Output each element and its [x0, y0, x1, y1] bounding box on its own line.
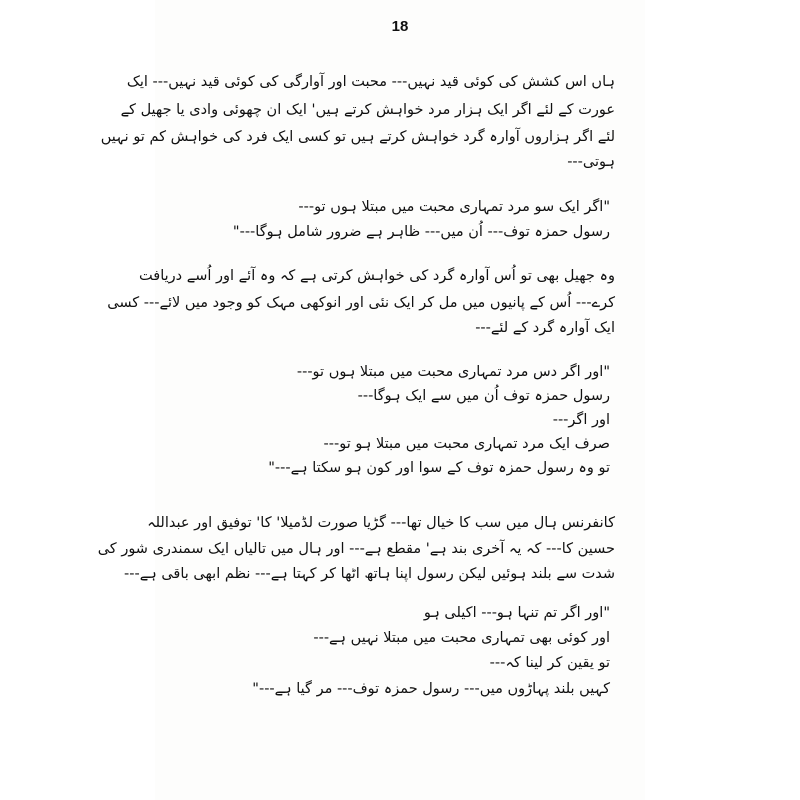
verse-2-line-1: "اور اگر دس مرد تمہاری محبت میں مبتلا ہوں تو--- — [296, 364, 610, 380]
paragraph-1-line-2: عورت کے لئے اگر ایک ہزار مرد خواہش کرتے ہیں' ایک ان چھوئی وادی یا جھیل کے — [120, 102, 615, 118]
paragraph-1-line-4: ہوتی--- — [567, 154, 615, 170]
paragraph-1-line-3: لئے اگر ہزاروں آوارہ گرد خواہش کرتے ہیں تو کسی ایک فرد کی خواہش کم تو نہیں — [100, 129, 615, 145]
paragraph-3-line-2: حسین کا--- کہ یہ آخری بند ہے' مقطع ہے--- اور ہال میں تالیاں ایک سمندری شور کی — [97, 541, 615, 557]
paragraph-2-line-2: کرے--- اُس کے پانیوں میں مل کر ایک نئی اور انوکھی مہک کو وجود میں لائے--- کسی — [107, 295, 615, 311]
paragraph-3-line-3: شدت سے بلند ہوئیں لیکن رسول اپنا ہاتھ اٹھا کر کہتا ہے--- نظم ابھی باقی ہے--- — [124, 566, 615, 582]
verse-2-line-5: تو وہ رسول حمزہ توف کے سوا اور کون ہو سکتا ہے---" — [268, 460, 610, 476]
verse-1-line-1: "اگر ایک سو مرد تمہاری محبت میں مبتلا ہوں تو--- — [298, 199, 610, 215]
paragraph-3-line-1: کانفرنس ہال میں سب کا خیال تھا--- گڑیا صورت لڈمیلا' کا' توفیق اور عبداللہ — [147, 515, 615, 531]
verse-3-line-1: "اور اگر تم تنہا ہو--- اکیلی ہو — [423, 605, 610, 621]
verse-3-line-2: اور کوئی بھی تمہاری محبت میں مبتلا نہیں ہے--- — [313, 630, 610, 646]
verse-2-line-3: اور اگر--- — [552, 412, 610, 428]
paragraph-1-line-1: ہاں اس کشش کی کوئی قید نہیں--- محبت اور آوارگی کی کوئی قید نہیں--- ایک — [126, 74, 615, 90]
paragraph-2-line-1: وہ جھیل بھی تو اُس آوارہ گرد کی خواہش کرتی ہے کہ وہ آئے اور اُسے دریافت — [139, 268, 615, 284]
verse-3-line-4: کہیں بلند پہاڑوں میں--- رسول حمزہ توف--- مر گیا ہے---" — [252, 681, 610, 697]
verse-2-line-2: رسول حمزہ توف اُن میں سے ایک ہوگا--- — [357, 388, 610, 404]
page-number: 18 — [391, 18, 409, 35]
verse-3-line-3: تو یقین کر لینا کہ--- — [489, 655, 610, 671]
verse-2-line-4: صرف ایک مرد تمہاری محبت میں مبتلا ہو تو--- — [323, 436, 610, 452]
verse-1-line-2: رسول حمزہ توف--- اُن میں--- ظاہر ہے ضرور شامل ہوگا---" — [232, 224, 610, 240]
paragraph-2-line-3: ایک آوارہ گرد کے لئے--- — [475, 320, 615, 336]
